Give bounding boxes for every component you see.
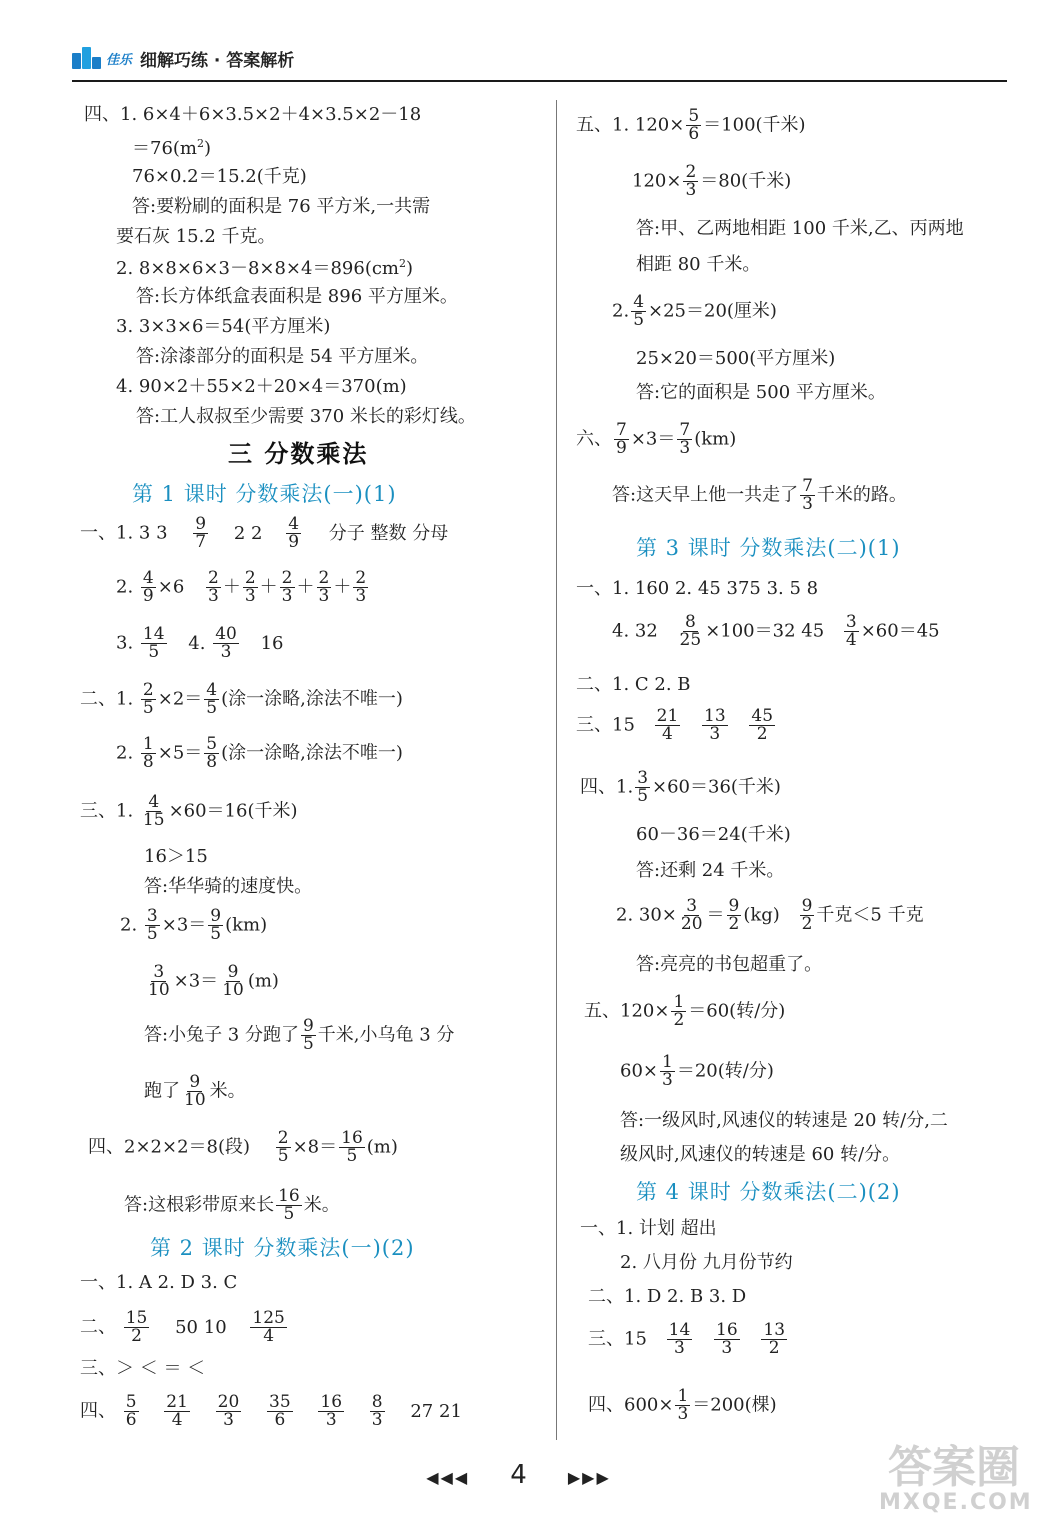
answer-line: 四、2×2×2＝8(段) $\frac{2}{5}$ ×8＝ $\frac{16}{5}$ (m) [88,1128,398,1166]
answer-line: 五、120× $\frac{1}{2}$ ＝60(转/分) [584,992,786,1030]
answer-line: 一、1. 160 2. 45 375 3. 5 8 [576,578,819,599]
lesson-heading: 第 1 课时 分数乘法(一)(1) [132,482,397,506]
answer-line: 2. $\frac{4}{5}$ ×25＝20(厘米) [612,292,777,330]
answer-line: 2. $8\times 8\times 6\times 3-8\times 8\times 4=896(cm^2)$ [116,257,414,279]
answer-line: 4. 90×2＋55×2＋20×4＝370(m) [116,376,407,397]
answer-line: 二、1. C 2. B [576,674,691,695]
watermark-text: 答案圈 [888,1442,1020,1493]
answer-line: 答:华华骑的速度快。 [144,876,313,897]
next-arrows-icon: ▶▶▶ [567,1468,611,1487]
answer-line: 二、1. $\frac{2}{5}$ ×2＝ $\frac{4}{5}$ (涂一涂略,涂法不唯一) [80,680,403,718]
answer-line: 四、1. 6×4＋6×3.5×2＋4×3.5×2－18 [84,104,422,125]
answer-line: 答:还剩 24 千米。 [636,860,785,881]
answer-line: 相距 80 千米。 [636,254,761,275]
answer-line: 2. $\frac{1}{8}$ ×5＝ $\frac{5}{8}$ (涂一涂略,涂法不唯一) [116,734,403,772]
answer-line: 答:长方体纸盒表面积是 896 平方厘米。 [136,286,458,307]
answer-line: 答:要粉刷的面积是 76 平方米,一共需 [132,196,431,217]
answer-line: 4. 32 $\frac{8}{25}$ ×100＝32 45 $\frac{3}{4}$ ×60＝45 [612,612,940,650]
answer-line: 四、600× $\frac{1}{3}$ ＝200(棵) [588,1386,777,1424]
brand-name: 佳乐 [106,52,133,68]
answer-line: 二、1. D 2. B 3. D [588,1286,747,1307]
answer-line: 六、 $\frac{7}{9}$ ×3＝ $\frac{7}{3}$ (km) [576,420,737,458]
answer-line: 答:甲、乙两地相距 100 千米,乙、丙两地 [636,218,964,239]
answer-line: 三、＞ ＜ ＝ ＜ [80,1358,206,1379]
answer-line: 一、1. 3 3 $\frac{9}{7}$ 2 2 $\frac{4}{9}$ 分子 整数 分母 [80,514,449,552]
answer-line: 四、1. $\frac{3}{5}$ ×60＝36(千米) [580,768,781,806]
page-header [72,38,294,78]
answer-line: 要石灰 15.2 千克。 [116,226,276,247]
header-rule [72,80,1007,82]
answer-line: $\frac{3}{10}$ ×3＝ $\frac{9}{10}$ (m) [148,962,279,1000]
brand-logo-icon [72,47,98,69]
answer-line: 三、15 $\frac{14}{3}$ $\frac{16}{3}$ $\frac{13}{2}$ [588,1320,786,1358]
answer-line: 2. $\frac{4}{9}$ ×6 $\frac{2}{3}$ ＋ $\frac{2}{3}$ ＋ $\frac{2}{3}$ ＋ $\frac{2}{3}$ ＋ $\frac{2}{3}$ [116,568,367,606]
answer-line: 120× $\frac{2}{3}$ ＝80(千米) [632,162,792,200]
answer-line: 25×20＝500(平方厘米) [636,348,836,369]
answer-line: 五、1. 120× $\frac{5}{6}$ ＝100(千米) [576,106,806,144]
answer-line: 2. $\frac{3}{5}$ ×3＝ $\frac{9}{5}$ (km) [120,906,268,944]
answer-line: 三、1. $\frac{4}{15}$ ×60＝16(千米) [80,792,298,830]
answer-line: 答:工人叔叔至少需要 370 米长的彩灯线。 [136,406,476,427]
answer-line: 一、1. A 2. D 3. C [80,1272,238,1293]
answer-line: 答:这天早上他一共走了 $\frac{7}{3}$ 千米的路。 [612,476,907,514]
answer-line: 3. $\frac{14}{5}$ 4. $\frac{40}{3}$ 16 [116,624,284,662]
answer-line: 2. 八月份 九月份节约 [620,1252,793,1273]
prev-arrows-icon: ◀◀◀ [426,1468,470,1487]
answer-line: 答:小兔子 3 分跑了 $\frac{9}{5}$ 千米,小乌龟 3 分 [144,1016,455,1054]
answer-line: 答:它的面积是 500 平方厘米。 [636,382,886,403]
header-title: 细解巧练 · 答案解析 [140,50,295,71]
watermark-url: MXQE.COM [879,1490,1033,1515]
answer-line: 60－36＝24(千米) [636,824,791,845]
answer-line: 60× $\frac{1}{3}$ ＝20(转/分) [620,1052,774,1090]
lesson-heading: 第 2 课时 分数乘法(一)(2) [150,1236,415,1260]
answer-line: 三、15 $\frac{21}{4}$ $\frac{13}{3}$ $\frac{45}{2}$ [576,706,774,744]
answer-line: 级风时,风速仪的转速是 60 转/分。 [620,1144,901,1165]
answer-line: 3. 3×3×6＝54(平方厘米) [116,316,331,337]
answer-line: 四、 $\frac{5}{6}$ $\frac{21}{4}$ $\frac{20}{3}$ $\frac{35}{6}$ $\frac{16}{3}$ $\frac{8}{3}$ 27 21 [80,1392,462,1430]
column-divider [556,100,557,1440]
answer-line: 2. 30× $\frac{3}{20}$ ＝ $\frac{9}{2}$ (kg) $\frac{9}{2}$ 千克＜5 千克 [616,896,924,934]
answer-line: 跑了 $\frac{9}{10}$ 米。 [144,1072,246,1110]
answer-line: 二、 $\frac{15}{2}$ 50 10 $\frac{125}{4}$ [80,1308,285,1346]
lesson-heading: 第 3 课时 分数乘法(二)(1) [636,536,901,560]
page-number: 4 [510,1460,527,1490]
answer-line: 答:这根彩带原来长 $\frac{16}{5}$ 米。 [124,1186,340,1224]
answer-line: 答:一级风时,风速仪的转速是 20 转/分,二 [620,1110,948,1131]
watermark-logo [879,1442,1033,1532]
answer-line: 答:涂漆部分的面积是 54 平方厘米。 [136,346,429,367]
answer-line: $=76(m^2)$ [132,137,212,159]
lesson-heading: 第 4 课时 分数乘法(二)(2) [636,1180,901,1204]
answer-line: 76×0.2＝15.2(千克) [132,166,307,187]
answer-line: 16＞15 [144,846,208,867]
unit-heading: 三 分数乘法 [228,440,369,468]
answer-line: 一、1. 计划 超出 [580,1218,717,1239]
answer-line: 答:亮亮的书包超重了。 [636,954,823,975]
